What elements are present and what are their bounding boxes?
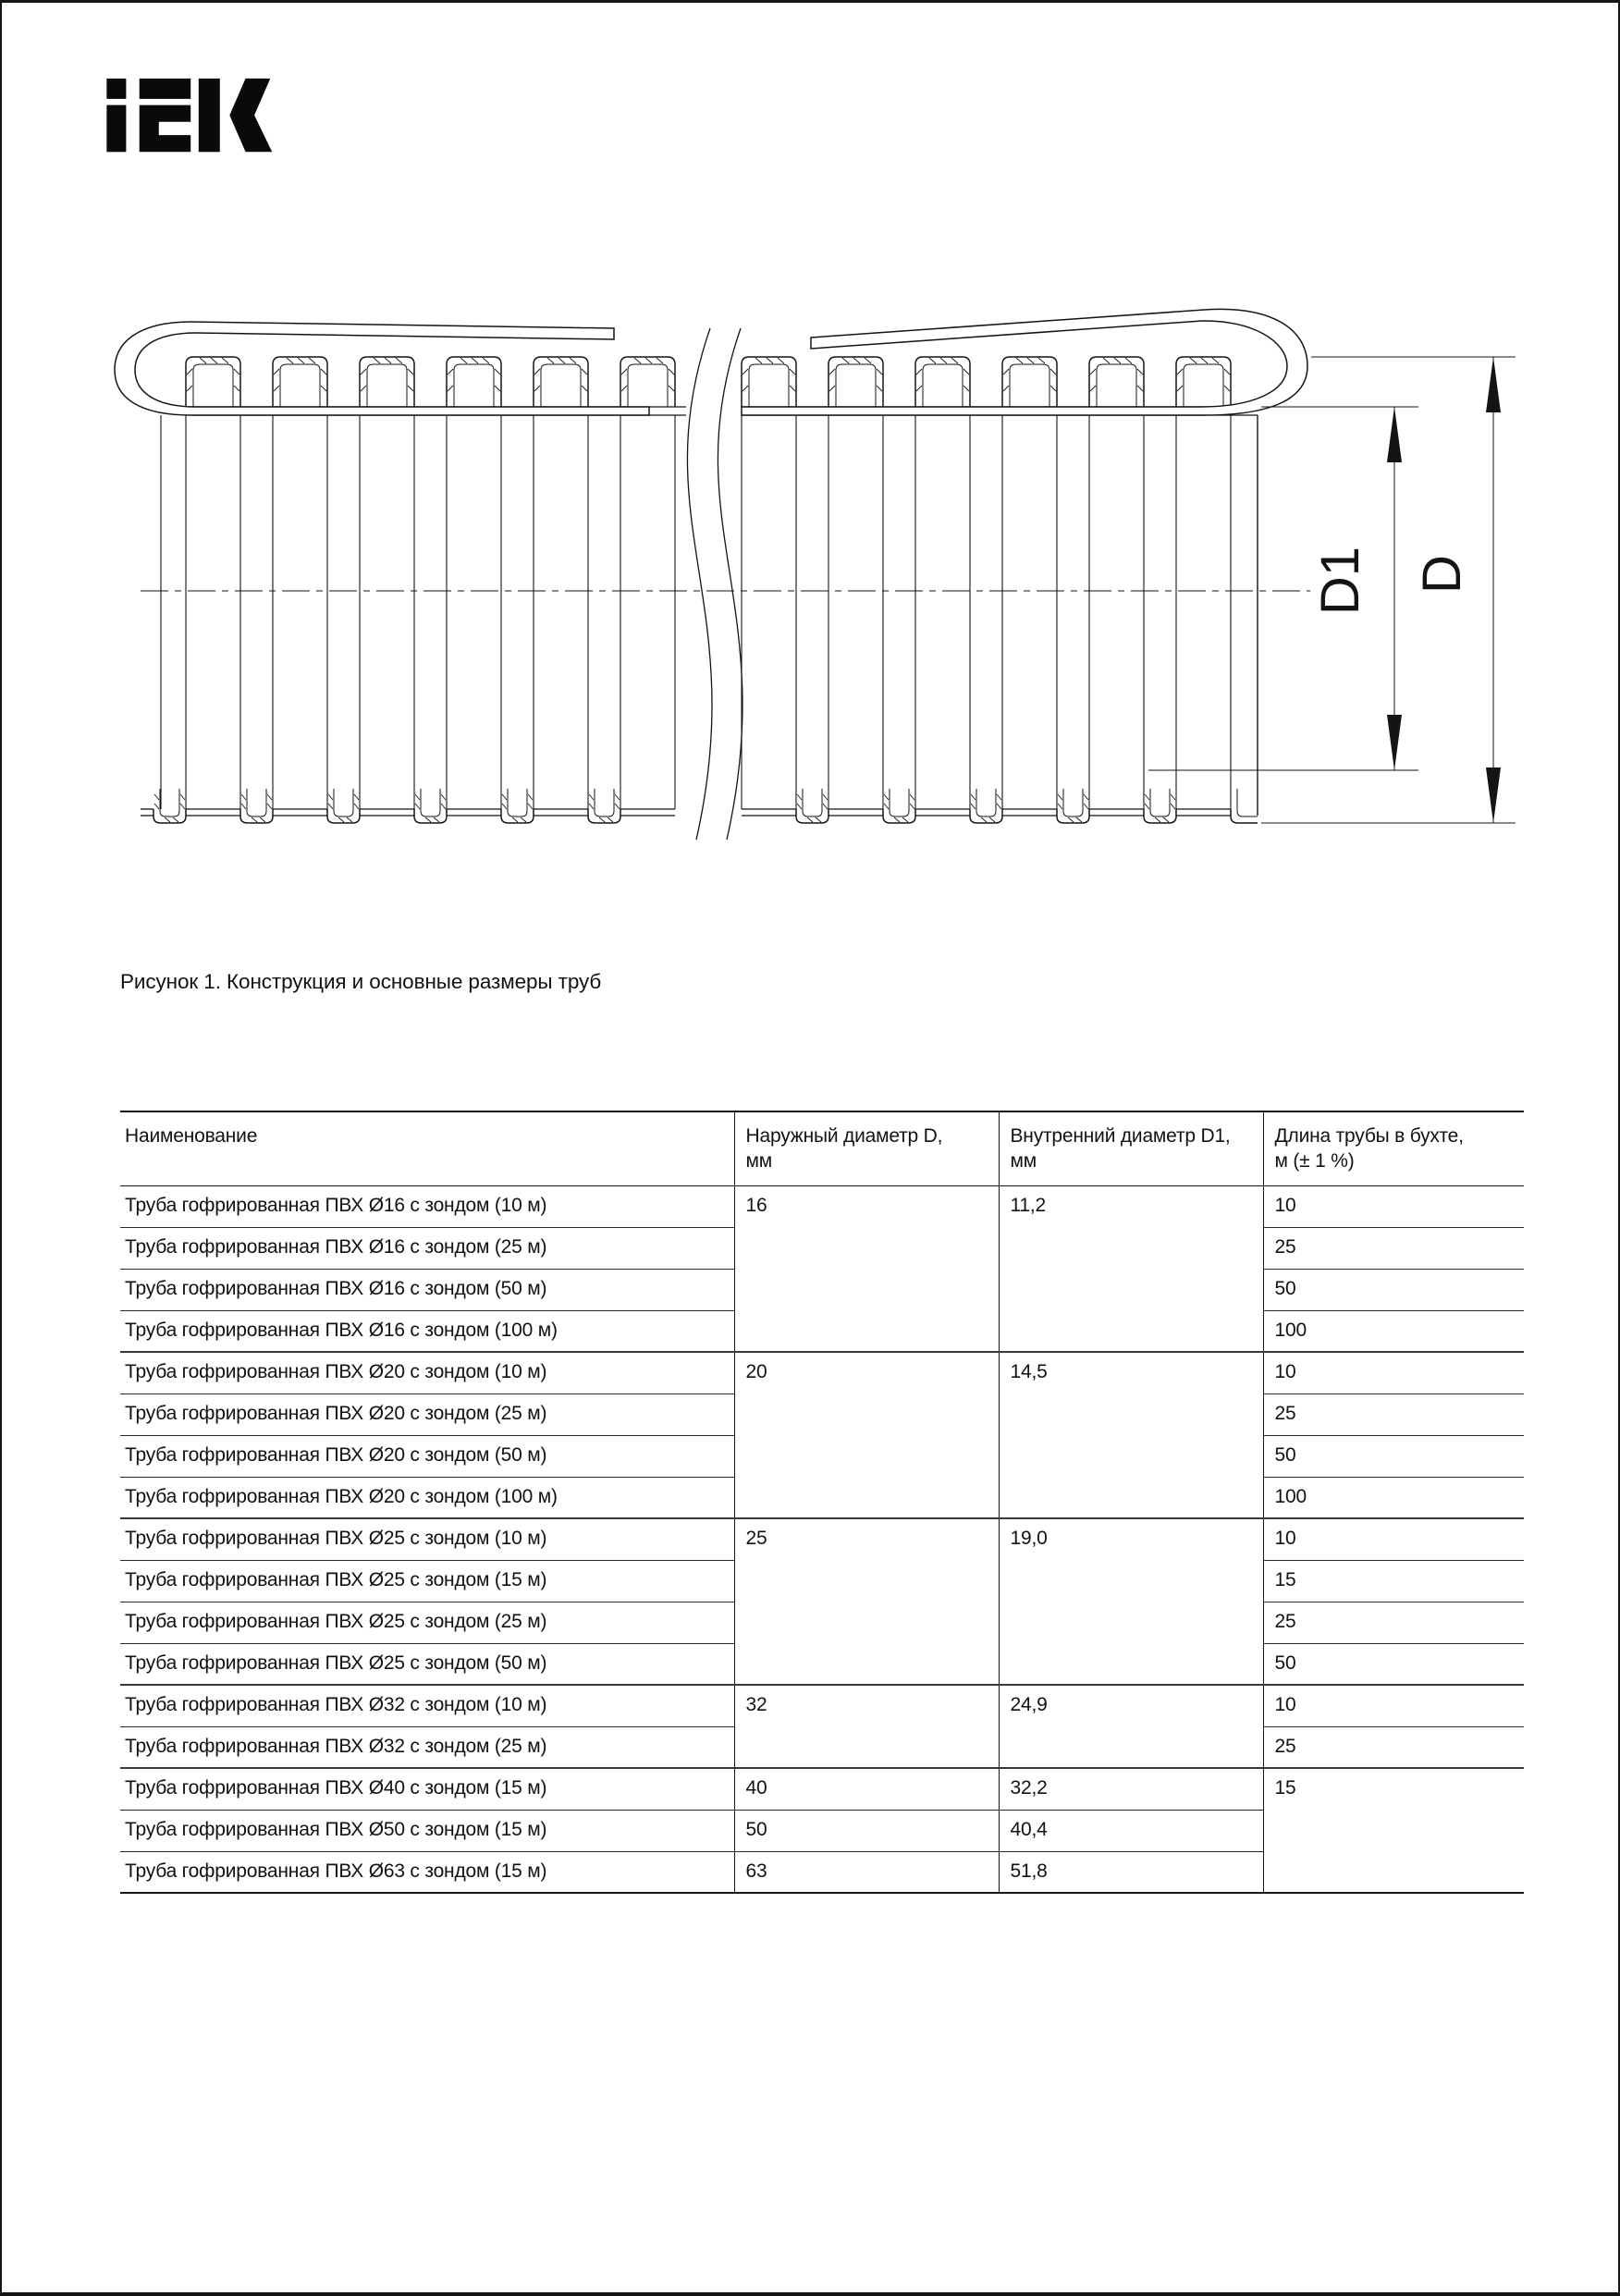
cell-length: 15 <box>1263 1768 1524 1893</box>
logo-k-chevron <box>229 79 272 152</box>
cell-name: Труба гофрированная ПВХ Ø25 с зондом (10 м) <box>120 1518 734 1560</box>
cell-name: Труба гофрированная ПВХ Ø25 с зондом (50 м) <box>120 1643 734 1685</box>
cell-length: 15 <box>1263 1560 1524 1602</box>
logo-i-dot <box>106 79 126 99</box>
cell-inner-diameter: 40,4 <box>999 1810 1263 1851</box>
table-row <box>120 1768 1524 1810</box>
cell-length: 10 <box>1263 1185 1524 1227</box>
cell-name: Труба гофрированная ПВХ Ø20 с зондом (50 м) <box>120 1435 734 1477</box>
table-row <box>120 1685 1524 1726</box>
table-row <box>120 1352 1524 1394</box>
cell-length: 50 <box>1263 1269 1524 1310</box>
logo-e-body <box>140 105 190 153</box>
pipe-drawing <box>2 280 1620 927</box>
cell-name: Труба гофрированная ПВХ Ø25 с зондом (15 м) <box>120 1560 734 1602</box>
cell-name: Труба гофрированная ПВХ Ø16 с зондом (25 м) <box>120 1227 734 1269</box>
cell-name: Труба гофрированная ПВХ Ø50 с зондом (15 м) <box>120 1810 734 1851</box>
dim-label-inner: D1 <box>1310 546 1370 616</box>
logo-e-topbar <box>140 79 190 99</box>
cell-outer-diameter: 32 <box>734 1685 999 1768</box>
header-inner-diameter: Внутренний диаметр D1, мм <box>999 1111 1263 1185</box>
cell-length: 50 <box>1263 1643 1524 1685</box>
arrow-d-down <box>1486 767 1501 823</box>
cell-outer-diameter: 40 <box>734 1768 999 1810</box>
cell-name: Труба гофрированная ПВХ Ø63 с зондом (15 м) <box>120 1851 734 1893</box>
cell-length: 100 <box>1263 1477 1524 1518</box>
cell-inner-diameter: 51,8 <box>999 1851 1263 1893</box>
cell-length: 50 <box>1263 1435 1524 1477</box>
cell-outer-diameter: 16 <box>734 1185 999 1352</box>
cell-length: 10 <box>1263 1352 1524 1394</box>
cell-length: 25 <box>1263 1726 1524 1768</box>
cell-name: Труба гофрированная ПВХ Ø16 с зондом (10 м) <box>125 1194 547 1216</box>
logo-k-stem <box>199 79 220 152</box>
cell-name: Труба гофрированная ПВХ Ø40 с зондом (15 м) <box>120 1768 734 1810</box>
probe-right <box>742 309 1307 415</box>
table-row <box>120 1518 1524 1560</box>
cell-outer-diameter: 63 <box>734 1851 999 1893</box>
cell-name: Труба гофрированная ПВХ Ø32 с зондом (25 м) <box>120 1726 734 1768</box>
dim-label-outer: D <box>1412 555 1472 594</box>
header-row <box>120 1111 1524 1185</box>
cell-length: 100 <box>1263 1310 1524 1352</box>
cell-name: Труба гофрированная ПВХ Ø20 с зондом (10 м) <box>120 1352 734 1394</box>
cell-inner-diameter: 24,9 <box>999 1685 1263 1768</box>
cell-outer-diameter: 50 <box>734 1810 999 1851</box>
header-coil-length: Длина трубы в бухте, м (± 1 %) <box>1263 1111 1524 1185</box>
cell-inner-diameter: 14,5 <box>999 1352 1263 1518</box>
iek-logo <box>106 77 284 158</box>
cell-inner-diameter: 11,2 <box>999 1185 1263 1352</box>
cell-inner-diameter: 32,2 <box>999 1768 1263 1810</box>
cell-name: Труба гофрированная ПВХ Ø16 с зондом (50 м) <box>120 1269 734 1310</box>
arrow-d-up <box>1486 357 1501 412</box>
iek-logo-graphic <box>106 77 284 158</box>
arrow-d1-down <box>1387 715 1402 770</box>
pipe-corrugation <box>141 328 1258 840</box>
cell-length: 25 <box>1263 1227 1524 1269</box>
table-row <box>120 1185 1524 1227</box>
header-name: Наименование <box>120 1111 734 1185</box>
pipe-overlay <box>115 309 1516 823</box>
arrow-d1-up <box>1387 407 1402 462</box>
header-outer-diameter: Наружный диаметр D, мм <box>734 1111 999 1185</box>
probe-left <box>115 322 649 415</box>
cell-length: 25 <box>1263 1394 1524 1435</box>
cell-inner-diameter: 19,0 <box>999 1518 1263 1685</box>
cell-length: 10 <box>1263 1518 1524 1560</box>
cell-outer-diameter: 20 <box>734 1352 999 1518</box>
figure-caption: Рисунок 1. Конструкция и основные размеры труб <box>120 970 602 993</box>
cell-name: Труба гофрированная ПВХ Ø32 с зондом (10 м) <box>120 1685 734 1726</box>
cell-length: 25 <box>1263 1602 1524 1643</box>
cell-outer-diameter: 25 <box>734 1518 999 1685</box>
cell-length: 10 <box>1263 1685 1524 1726</box>
logo-i-stem <box>106 105 126 153</box>
table-header <box>120 1111 1524 1185</box>
cell-name: Труба гофрированная ПВХ Ø20 с зондом (25 м) <box>120 1394 734 1435</box>
cell-name: Труба гофрированная ПВХ Ø20 с зондом (100 м) <box>120 1477 734 1518</box>
pipe-dimensions-table <box>120 1111 1524 1894</box>
cell-name: Труба гофрированная ПВХ Ø16 с зондом (100 м) <box>120 1310 734 1352</box>
cell-name: Труба гофрированная ПВХ Ø25 с зондом (25 м) <box>120 1602 734 1643</box>
